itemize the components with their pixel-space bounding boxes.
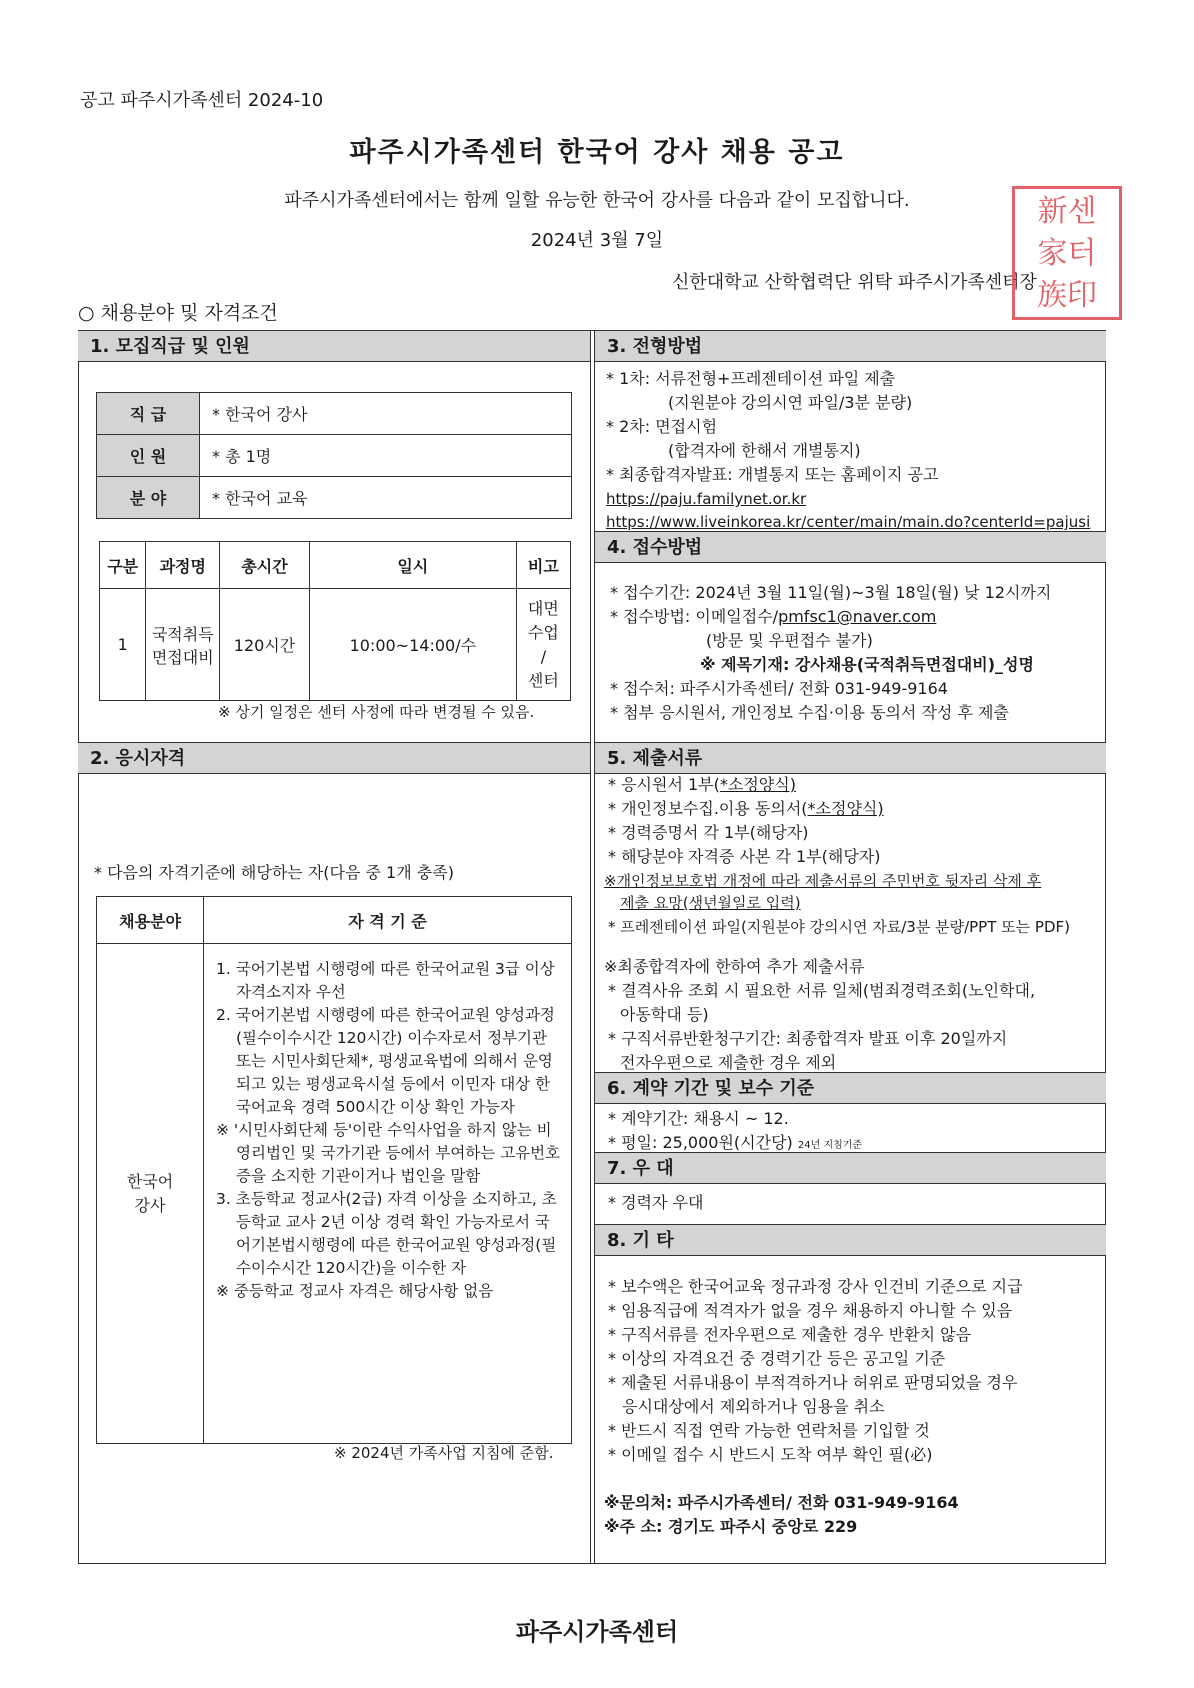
s5-line: * 해당분야 자격증 사본 각 1부(해당자) <box>608 847 881 866</box>
s7-title: 7. 우 대 <box>595 1152 1106 1184</box>
s5-extra-line: * 구직서류반환청구기간: 최종합격자 발표 이후 20일까지 <box>608 1029 1008 1048</box>
criteria-item: ※ 중등학교 정교사 자격은 해당사항 없음 <box>216 1282 494 1300</box>
s3-title: 3. 전형방법 <box>595 330 1106 362</box>
criteria-item: 3. 초등학교 정교사(2급) 자격 이상을 소지하고, 초등학교 교사 2년 이상 경력 확인 가능자로서 국어기본법시행령에 따른 한국어교원 양성과정(필수이수시간 120시간)을 이수한 자 <box>216 1190 557 1277</box>
seal-char: 新 <box>1037 194 1068 229</box>
s6-pay-note: 24년 지침기준 <box>797 1140 863 1151</box>
form-link: *소정양식) <box>719 775 796 794</box>
table-row <box>97 944 572 1444</box>
criteria-cell <box>204 944 572 1444</box>
course-name <box>146 589 220 701</box>
s4-method-note: (방문 및 우편접수 불가) <box>706 631 873 650</box>
column-header: 총시간 <box>220 542 310 589</box>
table-header-row <box>100 542 571 589</box>
table-row <box>97 393 572 435</box>
qualification-table <box>96 896 572 1444</box>
s4-title: 4. 접수방법 <box>595 531 1106 563</box>
column-header: 구분 <box>100 542 146 589</box>
info-label: 분 야 <box>97 477 200 519</box>
qualification-lead: * 다음의 자격기준에 해당하는 자(다음 중 1개 충족) <box>94 863 454 882</box>
s8-title: 8. 기 타 <box>595 1224 1106 1256</box>
s6-title: 6. 계약 기간 및 보수 기준 <box>595 1072 1106 1104</box>
column-header: 자 격 기 준 <box>204 897 572 944</box>
course-no: 1 <box>100 589 146 701</box>
s5-line: * 경력증명서 각 1부(해당자) <box>608 823 809 842</box>
s6-pay-text: * 평일: 25,000원(시간당) <box>608 1133 793 1152</box>
s8-line: * 임용직급에 적격자가 없을 경우 채용하지 아니할 수 있음 <box>608 1301 1013 1320</box>
field-cell <box>97 944 204 1444</box>
s4-subject: ※ 제목기재: 강사채용(국적취득면접대비)_성명 <box>700 655 1034 674</box>
s8-line: 응시대상에서 제외하거나 임용을 취소 <box>622 1397 885 1416</box>
table-row <box>97 435 572 477</box>
s4-method <box>610 606 936 628</box>
criteria-item: 2. 국어기본법 시행령에 따른 한국어교원 양성과정(필수이수시간 120시간) 이수자로서 정부기관 또는 시민사회단체*, 평생교육법에 의해서 운영되고 있는 평생교육시설 등에서 이민자 대상 한국어교육 경력 500시간 이상 확인 가능자 <box>216 1006 555 1116</box>
column-header: 비고 <box>516 542 570 589</box>
s8-line: * 보수액은 한국어교육 정규과정 강사 인건비 기준으로 지급 <box>608 1277 1023 1296</box>
address-info: ※주 소: 경기도 파주시 중앙로 229 <box>604 1517 858 1536</box>
s5-extra-line: 아동학대 등) <box>620 1005 709 1024</box>
s2-title: 2. 응시자격 <box>78 742 590 774</box>
course-schedule: 10:00~14:00/수 <box>309 589 516 701</box>
s7-line: * 경력자 우대 <box>608 1193 704 1212</box>
s8-line: * 구직서류를 전자우편으로 제출한 경우 반환치 않음 <box>608 1325 972 1344</box>
s5-privacy-note: ※개인정보보호법 개정에 따라 제출서류의 주민번호 뒷자리 삭제 후 <box>604 872 1042 890</box>
notice-date: 2024년 3월 7일 <box>530 230 664 251</box>
s3-line: (합격자에 한해서 개별통지) <box>668 441 861 460</box>
column-divider <box>590 330 595 1564</box>
family-net-link[interactable]: https://paju.familynet.or.kr <box>606 490 807 508</box>
s5-privacy-note: 제출 요망(생년월일로 입력) <box>620 894 801 912</box>
official-seal <box>1012 186 1122 320</box>
s5-line-text: * 개인정보수집.이용 동의서( <box>608 799 808 818</box>
column-header: 채용분야 <box>97 897 204 944</box>
email-link[interactable]: pmfsc1@naver.com <box>778 607 937 626</box>
s3-line: * 2차: 면접시험 <box>606 417 718 436</box>
criteria-item: ※ '시민사회단체 등'이란 수익사업을 하지 않는 비영리법인 및 국가기관 등에서 부여하는 고유번호증을 소지한 기관이거나 법인을 말함 <box>216 1121 561 1185</box>
s1-title: 1. 모집직급 및 인원 <box>78 330 590 362</box>
criteria-item: 1. 국어기본법 시행령에 따른 한국어교원 3급 이상 자격소지자 우선 <box>216 960 555 1001</box>
live-in-korea-link[interactable]: https://www.liveinkorea.kr/center/main/main.do?centerId=pajusi <box>606 513 1091 531</box>
form-link: *소정양식) <box>807 799 884 818</box>
course-name-line: 국적취득 <box>151 624 214 644</box>
s4-period: * 접수기간: 2024년 3월 11일(월)~3월 18일(월) 낮 12시까지 <box>610 583 1052 602</box>
s4-attach: * 첨부 응시원서, 개인정보 수집·이용 동의서 작성 후 제출 <box>610 703 1009 722</box>
column-header: 일시 <box>309 542 516 589</box>
course-name-line: 면접대비 <box>151 647 214 667</box>
guideline-note: ※ 2024년 가족사업 지침에 준함. <box>334 1444 554 1462</box>
table-header-row <box>97 897 572 944</box>
field-name: 한국어 강사 <box>126 1171 174 1215</box>
schedule-note: ※ 상기 일정은 센터 사정에 따라 변경될 수 있음. <box>218 703 535 721</box>
s8-line: * 이상의 자격요건 중 경력기간 등은 공고일 기준 <box>608 1349 946 1368</box>
seal-char: 터 <box>1067 236 1097 271</box>
s6-period: * 계약기간: 채용시 ~ 12. <box>608 1109 789 1128</box>
course-hours: 120시간 <box>220 589 310 701</box>
s5-line: * 프레젠테이션 파일(지원분야 강의시연 자료/3분 분량/PPT 또는 PDF) <box>608 918 1070 936</box>
info-value: * 총 1명 <box>200 435 572 477</box>
position-info-table <box>96 392 572 519</box>
s5-line <box>608 774 796 796</box>
seal-char: 家 <box>1037 236 1068 271</box>
course-table <box>99 541 571 701</box>
notice-number: 공고 파주시가족센터 2024-10 <box>80 90 324 111</box>
s8-line: * 이메일 접수 시 반드시 도착 여부 확인 필(必) <box>608 1445 933 1464</box>
s5-extra-line: * 결격사유 조회 시 필요한 서류 일체(범죄경력조회(노인학대, <box>608 981 1036 1000</box>
s5-title: 5. 제출서류 <box>595 742 1106 774</box>
contact-info: ※문의처: 파주시가족센터/ 전화 031-949-9164 <box>604 1493 959 1512</box>
intro-text: 파주시가족센터에서는 함께 일할 유능한 한국어 강사를 다음과 같이 모집합니다. <box>284 190 910 211</box>
s8-line: * 반드시 직접 연락 가능한 연락처를 기입할 것 <box>608 1421 930 1440</box>
course-note <box>516 589 570 701</box>
s3-line: * 1차: 서류전형+프레젠테이션 파일 제출 <box>606 369 896 388</box>
info-value: * 한국어 교육 <box>200 477 572 519</box>
issuer: 신한대학교 산학협력단 위탁 파주시가족센터장 <box>672 272 1037 293</box>
s5-extra-line: 전자우편으로 제출한 경우 제외 <box>620 1053 837 1072</box>
info-label: 직 급 <box>97 393 200 435</box>
seal-char: 센 <box>1067 194 1097 229</box>
s3-line: * 최종합격자발표: 개별통지 또는 홈페이지 공고 <box>606 465 939 484</box>
course-note-line: / <box>540 646 547 666</box>
s5-line-text: * 응시원서 1부( <box>608 775 720 794</box>
info-label: 인 원 <box>97 435 200 477</box>
s4-method-label: * 접수방법: 이메일접수/ <box>610 607 779 626</box>
s5-extra-title: ※최종합격자에 한하여 추가 제출서류 <box>604 957 865 976</box>
section-heading: ○ 채용분야 및 자격조건 <box>78 302 278 324</box>
column-header: 과정명 <box>146 542 220 589</box>
course-note-line: 대면 <box>527 598 559 618</box>
page-title: 파주시가족센터 한국어 강사 채용 공고 <box>349 137 845 168</box>
table-row <box>97 477 572 519</box>
s3-line: (지원분야 강의시연 파일/3분 분량) <box>668 393 913 412</box>
course-note-line: 센터 <box>527 670 559 690</box>
course-note-line: 수업 <box>527 622 559 642</box>
table-row <box>100 589 571 701</box>
s8-line: * 제출된 서류내용이 부적격하거나 허위로 판명되었을 경우 <box>608 1373 1018 1392</box>
seal-char: 印 <box>1067 278 1097 313</box>
footer-org-name: 파주시가족센터 <box>515 1618 679 1646</box>
seal-char: 族 <box>1037 278 1067 313</box>
s5-line <box>608 798 884 820</box>
s4-place: * 접수처: 파주시가족센터/ 전화 031-949-9164 <box>610 679 948 698</box>
info-value: * 한국어 강사 <box>200 393 572 435</box>
